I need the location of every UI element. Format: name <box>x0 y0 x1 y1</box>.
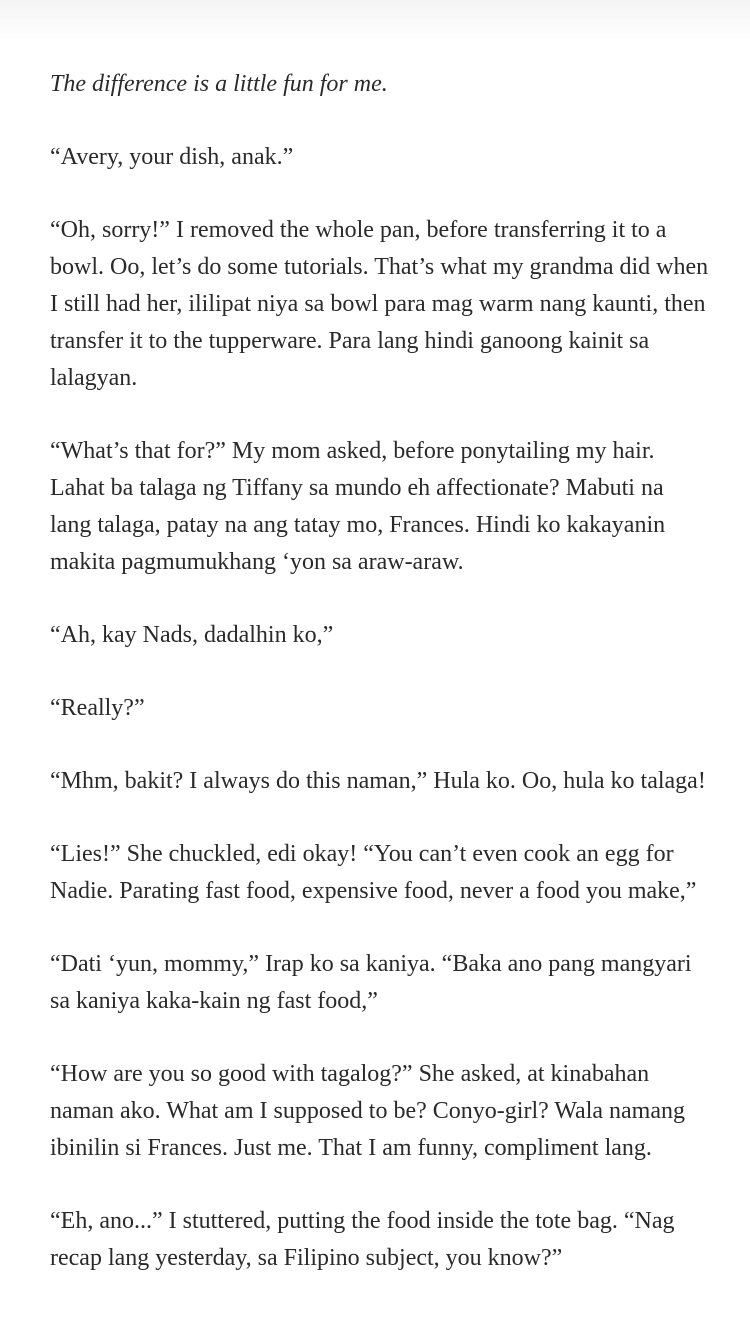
story-paragraph: “Really?” <box>50 695 145 721</box>
story-paragraph: The difference is a little fun for me. <box>50 71 388 97</box>
story-paragraph: “Dati ‘yun, mommy,” Irap ko sa kaniya. “Baka ano pang mangyari sa kaniya kaka-kain ng fast food,” <box>50 951 692 1014</box>
story-paragraph: “Ah, kay Nads, dadalhin ko,” <box>50 622 334 648</box>
story-paragraph: “Avery, your dish, anak.” <box>50 144 294 170</box>
story-paragraph: “What’s that for?” My mom asked, before ponytailing my hair. Lahat ba talaga ng Tiffany sa mundo eh affectionate? Mabuti na lang talaga, patay na ang tatay mo, Frances. Hindi ko kakayanin makita pagmumukhang ‘yon sa araw-araw. <box>50 438 666 575</box>
story-text-area[interactable] <box>50 66 710 1313</box>
story-paragraph: “Eh, ano...” I stuttered, putting the food inside the tote bag. “Nag recap lang yesterday, sa Filipino subject, you know?” <box>50 1208 675 1271</box>
story-paragraph: “Oh, sorry!” I removed the whole pan, before transferring it to a bowl. Oo, let’s do some tutorials. That’s what my grandma did when I still had her, ililipat niya sa bowl para mag warm nang kaunti, then transfer it to the tupperware. Para lang hindi ganoong kainit sa lalagyan. <box>50 217 709 391</box>
story-paragraph: “How are you so good with tagalog?” She asked, at kinabahan naman ako. What am I supposed to be? Conyo-girl? Wala namang ibinilin si Frances. Just me. That I am funny, compliment lang. <box>50 1061 686 1161</box>
story-paragraph: “Lies!” She chuckled, edi okay! “You can’t even cook an egg for Nadie. Parating fast food, expensive food, never a food you make,” <box>50 841 697 904</box>
story-paragraph: “Mhm, bakit? I always do this naman,” Hula ko. Oo, hula ko talaga! <box>50 768 706 794</box>
top-status-fade <box>0 0 750 40</box>
